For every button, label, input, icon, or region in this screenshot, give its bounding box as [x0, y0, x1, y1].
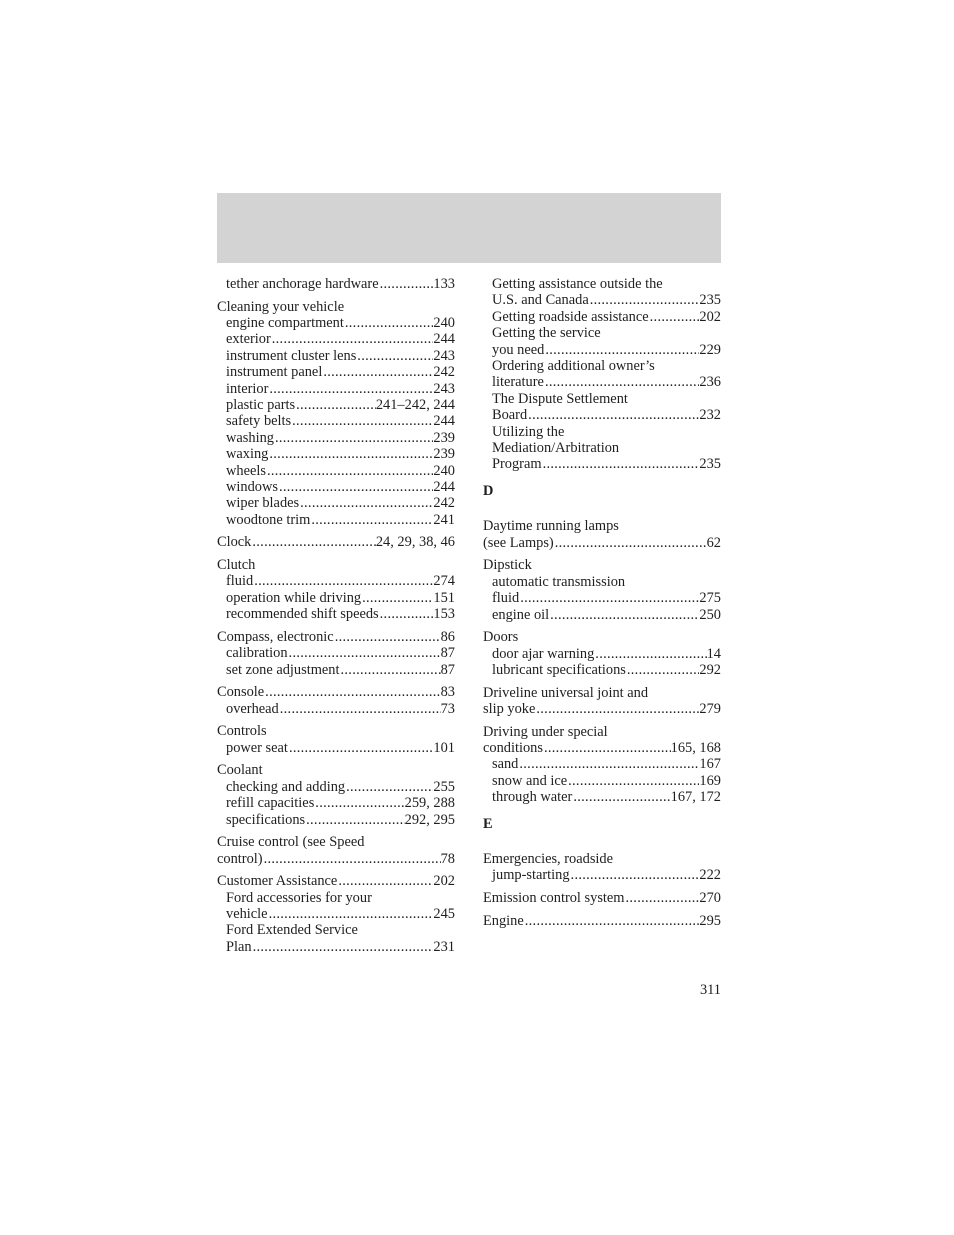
entry-text: Compass, electronic [217, 628, 334, 645]
entry-text: instrument panel [226, 364, 323, 381]
dot-leader [361, 590, 433, 606]
index-subentry [483, 309, 721, 325]
entry-text: Clutch [217, 557, 256, 574]
dot-leader [589, 292, 700, 308]
page-reference: 244 [433, 479, 455, 496]
page-reference: 222 [699, 867, 721, 884]
dot-leader [268, 381, 433, 397]
index-term [217, 834, 455, 850]
section-letter: D [483, 482, 494, 499]
page-reference: 292 [699, 661, 721, 678]
page-reference: 169 [699, 772, 721, 789]
dot-leader [626, 662, 700, 678]
page-reference: 241 [433, 511, 455, 528]
index-entry [483, 518, 721, 551]
entry-text: overhead [226, 700, 279, 717]
entry-text: wiper blades [226, 495, 300, 512]
entry-text: lubricant specifications [492, 661, 626, 678]
header-band [217, 193, 721, 263]
index-term [217, 723, 455, 739]
index-entry [217, 557, 455, 623]
entry-text: Dipstick [483, 557, 532, 574]
index-term [483, 913, 721, 929]
dot-leader [310, 512, 433, 528]
entry-text: Doors [483, 629, 519, 646]
page-reference: 275 [699, 590, 721, 607]
page-reference: 243 [433, 347, 455, 364]
index-subentry [217, 315, 455, 331]
index-subentry [217, 413, 455, 429]
entry-text: interior [226, 380, 269, 397]
page-reference: 242 [433, 364, 455, 381]
index-entry [217, 684, 455, 717]
entry-text: Coolant [217, 762, 263, 779]
index-term [483, 685, 721, 701]
dot-leader [554, 535, 707, 551]
index-subentry [483, 867, 721, 883]
dot-leader [625, 890, 700, 906]
page-reference: 240 [433, 315, 455, 331]
index-term [483, 518, 721, 534]
page-reference: 236 [699, 374, 721, 391]
entry-text: refill capacities [226, 795, 315, 812]
index-entry [483, 724, 721, 806]
index-column-left [217, 276, 455, 961]
entry-text: exterior [226, 331, 271, 348]
dot-leader [572, 789, 670, 805]
page-reference: 295 [699, 912, 721, 929]
entry-text: door ajar warning [492, 645, 595, 662]
dot-leader [299, 495, 433, 511]
entry-text: literature [492, 374, 544, 391]
entry-text: windows [226, 479, 278, 496]
index-entry [217, 834, 455, 867]
index-subentry [217, 740, 455, 756]
index-subentry [217, 701, 455, 717]
dot-leader [322, 364, 433, 380]
dot-leader [356, 348, 433, 364]
entry-text: Emergencies, roadside [483, 850, 614, 867]
dot-leader [253, 573, 433, 589]
entry-text: Emission control system [483, 889, 625, 906]
index-subentry [217, 779, 455, 795]
page-reference: 274 [433, 573, 455, 590]
dot-leader [518, 756, 699, 772]
page-reference: 14 [706, 645, 721, 662]
dot-leader [594, 646, 706, 662]
dot-leader [279, 701, 441, 717]
entry-text: control) [217, 850, 263, 867]
page-reference: 270 [699, 889, 721, 906]
dot-leader [524, 913, 700, 929]
dot-leader [288, 740, 433, 756]
index-subentry [217, 906, 455, 922]
entry-text: engine oil [492, 606, 550, 623]
page-reference: 83 [440, 684, 455, 701]
index-subentry [483, 607, 721, 623]
page-reference: 245 [433, 905, 455, 922]
dot-leader [268, 906, 434, 922]
entry-text: set zone adjustment [226, 661, 340, 678]
index-term [483, 701, 721, 717]
index-subentry [217, 331, 455, 347]
index-entry [217, 534, 455, 550]
index-subentry [483, 358, 721, 374]
index-subentry [217, 397, 455, 413]
entry-text: automatic transmission [492, 573, 626, 590]
dot-leader [649, 309, 700, 325]
section-letter: E [483, 815, 493, 832]
index-entry [483, 890, 721, 906]
index-term [217, 684, 455, 700]
index-entry [217, 276, 455, 292]
entry-text: operation while driving [226, 589, 362, 606]
entry-text: Ford Extended Service [226, 922, 358, 939]
index-entry [217, 299, 455, 529]
index-subentry [217, 662, 455, 678]
index-subentry [483, 662, 721, 678]
index-subentry [217, 573, 455, 589]
dot-leader [570, 867, 700, 883]
entry-text: Driving under special [483, 723, 608, 740]
index-subentry [483, 292, 721, 308]
index-subentry [483, 374, 721, 390]
dot-leader [264, 684, 440, 700]
entry-text: fluid [226, 573, 254, 590]
entry-text: specifications [226, 811, 306, 828]
index-subentry [217, 812, 455, 828]
page-reference: 167, 172 [670, 789, 721, 806]
dot-leader [271, 331, 434, 347]
entry-text: checking and adding [226, 778, 346, 795]
entry-text: The Dispute Settlement [492, 390, 628, 407]
index-subentry [483, 407, 721, 423]
index-subentry [217, 348, 455, 364]
page-reference: 87 [440, 645, 455, 662]
entry-text: vehicle [226, 905, 268, 922]
index-subentry [483, 440, 721, 456]
entry-text: snow and ice [492, 772, 568, 789]
dot-leader [274, 430, 433, 446]
dot-leader [543, 740, 671, 756]
page-reference: 242 [433, 495, 455, 512]
entry-text: power seat [226, 739, 288, 756]
page-reference: 279 [699, 700, 721, 717]
index-entry [217, 629, 455, 678]
page-reference: 202 [699, 308, 721, 325]
dot-leader [291, 413, 433, 429]
entry-text: wheels [226, 462, 266, 479]
dot-leader [542, 456, 700, 472]
entry-text: (see Lamps) [483, 534, 554, 551]
page-reference: 73 [440, 700, 455, 717]
index-term [217, 299, 455, 315]
index-subentry [217, 922, 455, 938]
index-entry [483, 557, 721, 623]
entry-text: Controls [217, 723, 267, 740]
entry-text: Getting the service [492, 325, 601, 342]
index-subentry [217, 463, 455, 479]
entry-text: Program [492, 456, 542, 473]
page-reference: 62 [706, 534, 721, 551]
index-term [483, 890, 721, 906]
index-subentry [483, 646, 721, 662]
index-subentry [217, 430, 455, 446]
entry-text: Board [492, 407, 528, 424]
index-subentry [217, 795, 455, 811]
entry-text: Cleaning your vehicle [217, 298, 345, 315]
entry-text: washing [226, 429, 274, 446]
index-subentry [483, 773, 721, 789]
entry-text: Mediation/Arbitration [492, 440, 620, 457]
dot-leader [288, 645, 441, 661]
dot-leader [544, 342, 699, 358]
index-term [217, 557, 455, 573]
entry-text: Engine [483, 912, 524, 929]
dot-leader [268, 446, 433, 462]
entry-text: instrument cluster lens [226, 347, 357, 364]
index-term [217, 629, 455, 645]
index-subentry [483, 456, 721, 472]
entry-text: recommended shift speeds [226, 606, 379, 623]
dot-leader [252, 939, 434, 955]
dot-leader [527, 407, 699, 423]
dot-leader [266, 463, 433, 479]
index-term [217, 873, 455, 889]
page-reference: 101 [433, 739, 455, 756]
page-reference: 24, 29, 38, 46 [375, 534, 455, 551]
page-reference: 153 [433, 606, 455, 623]
entry-text: sand [492, 756, 519, 773]
entry-text: plastic parts [226, 397, 296, 414]
page-reference: 235 [699, 292, 721, 309]
dot-leader [519, 590, 699, 606]
entry-text: calibration [226, 645, 288, 662]
page-reference: 87 [440, 661, 455, 678]
page-reference: 167 [699, 756, 721, 773]
index-term [483, 851, 721, 867]
index-term [483, 557, 721, 573]
dot-leader [278, 479, 433, 495]
page-reference: 231 [433, 938, 455, 955]
entry-text: Customer Assistance [217, 873, 338, 890]
entry-text: slip yoke [483, 700, 536, 717]
index-subentry [483, 391, 721, 407]
index-subentry [483, 590, 721, 606]
entry-text: fluid [492, 590, 520, 607]
entry-text: conditions [483, 739, 543, 756]
dot-leader [567, 773, 699, 789]
dot-leader [544, 374, 699, 390]
entry-text: Getting roadside assistance [492, 308, 649, 325]
index-term [483, 724, 721, 740]
index-subentry [217, 590, 455, 606]
index-subentry [217, 606, 455, 622]
index-subentry [483, 789, 721, 805]
index-subentry [217, 512, 455, 528]
dot-leader [263, 851, 441, 867]
page-reference: 133 [433, 276, 455, 292]
entry-text: Ordering additional owner’s [492, 358, 655, 375]
index-subentry [217, 479, 455, 495]
dot-leader [379, 276, 434, 292]
index-subentry [483, 342, 721, 358]
page-reference: 250 [699, 606, 721, 623]
index-subentry [483, 574, 721, 590]
index-entry [483, 629, 721, 678]
entry-text: tether anchorage hardware [226, 276, 379, 292]
entry-text: through water [492, 789, 573, 806]
page-reference: 235 [699, 456, 721, 473]
index-subentry [217, 276, 455, 292]
index-term [217, 851, 455, 867]
dot-leader [344, 315, 434, 331]
entry-text: Clock [217, 534, 252, 551]
entry-text: you need [492, 341, 545, 358]
index-term [483, 740, 721, 756]
index-term [217, 762, 455, 778]
page-reference: 239 [433, 446, 455, 463]
page-reference: 165, 168 [670, 739, 721, 756]
dot-leader [251, 534, 375, 550]
index-entry [217, 723, 455, 756]
dot-leader [337, 873, 433, 889]
entry-text: waxing [226, 446, 269, 463]
dot-leader [334, 629, 441, 645]
page-reference: 255 [433, 778, 455, 795]
entry-text: engine compartment [226, 315, 344, 331]
page-number: 311 [699, 982, 721, 998]
index-subentry [483, 325, 721, 341]
index-subentry [217, 495, 455, 511]
page-reference: 86 [440, 628, 455, 645]
entry-text: Cruise control (see Speed [217, 834, 365, 851]
page-reference: 259, 288 [404, 795, 455, 812]
dot-leader [314, 795, 404, 811]
index-entry [217, 762, 455, 828]
index-term [483, 535, 721, 551]
dot-leader [305, 812, 405, 828]
dot-leader [379, 606, 434, 622]
page-reference: 243 [433, 380, 455, 397]
page-reference: 239 [433, 429, 455, 446]
index-subentry [217, 890, 455, 906]
page-reference: 244 [433, 331, 455, 348]
index-term [217, 534, 455, 550]
index-entry [483, 276, 721, 473]
page-reference: 202 [433, 873, 455, 890]
entry-text: safety belts [226, 413, 292, 430]
dot-leader [345, 779, 433, 795]
dot-leader [295, 397, 376, 413]
index-entry [217, 873, 455, 955]
index-subentry [217, 381, 455, 397]
index-entry [483, 913, 721, 929]
page-reference: 244 [433, 413, 455, 430]
index-term [483, 629, 721, 645]
page-reference: 78 [440, 850, 455, 867]
dot-leader [535, 701, 699, 717]
entry-text: Plan [226, 938, 252, 955]
page-reference: 232 [699, 407, 721, 424]
page-reference: 240 [433, 462, 455, 479]
entry-text: jump-starting [492, 867, 570, 884]
index-subentry [217, 364, 455, 380]
index-column-right [483, 276, 721, 935]
page-reference: 151 [433, 589, 455, 606]
index-subentry [483, 424, 721, 440]
dot-leader [340, 662, 441, 678]
page-reference: 229 [699, 341, 721, 358]
index-subentry [217, 939, 455, 955]
index-subentry [217, 446, 455, 462]
index-subentry [483, 756, 721, 772]
entry-text: Driveline universal joint and [483, 684, 649, 701]
index-subentry [483, 276, 721, 292]
entry-text: U.S. and Canada [492, 292, 589, 309]
index-entry [483, 851, 721, 884]
entry-text: Getting assistance outside the [492, 276, 663, 292]
page-reference: 292, 295 [404, 811, 455, 828]
entry-text: Utilizing the [492, 423, 565, 440]
index-subentry [217, 645, 455, 661]
entry-text: Daytime running lamps [483, 518, 619, 535]
entry-text: woodtone trim [226, 511, 311, 528]
entry-text: Ford accessories for your [226, 889, 372, 906]
entry-text: Console [217, 684, 265, 701]
dot-leader [549, 607, 699, 623]
index-entry [483, 685, 721, 718]
page-reference: 241–242, 244 [375, 397, 455, 414]
